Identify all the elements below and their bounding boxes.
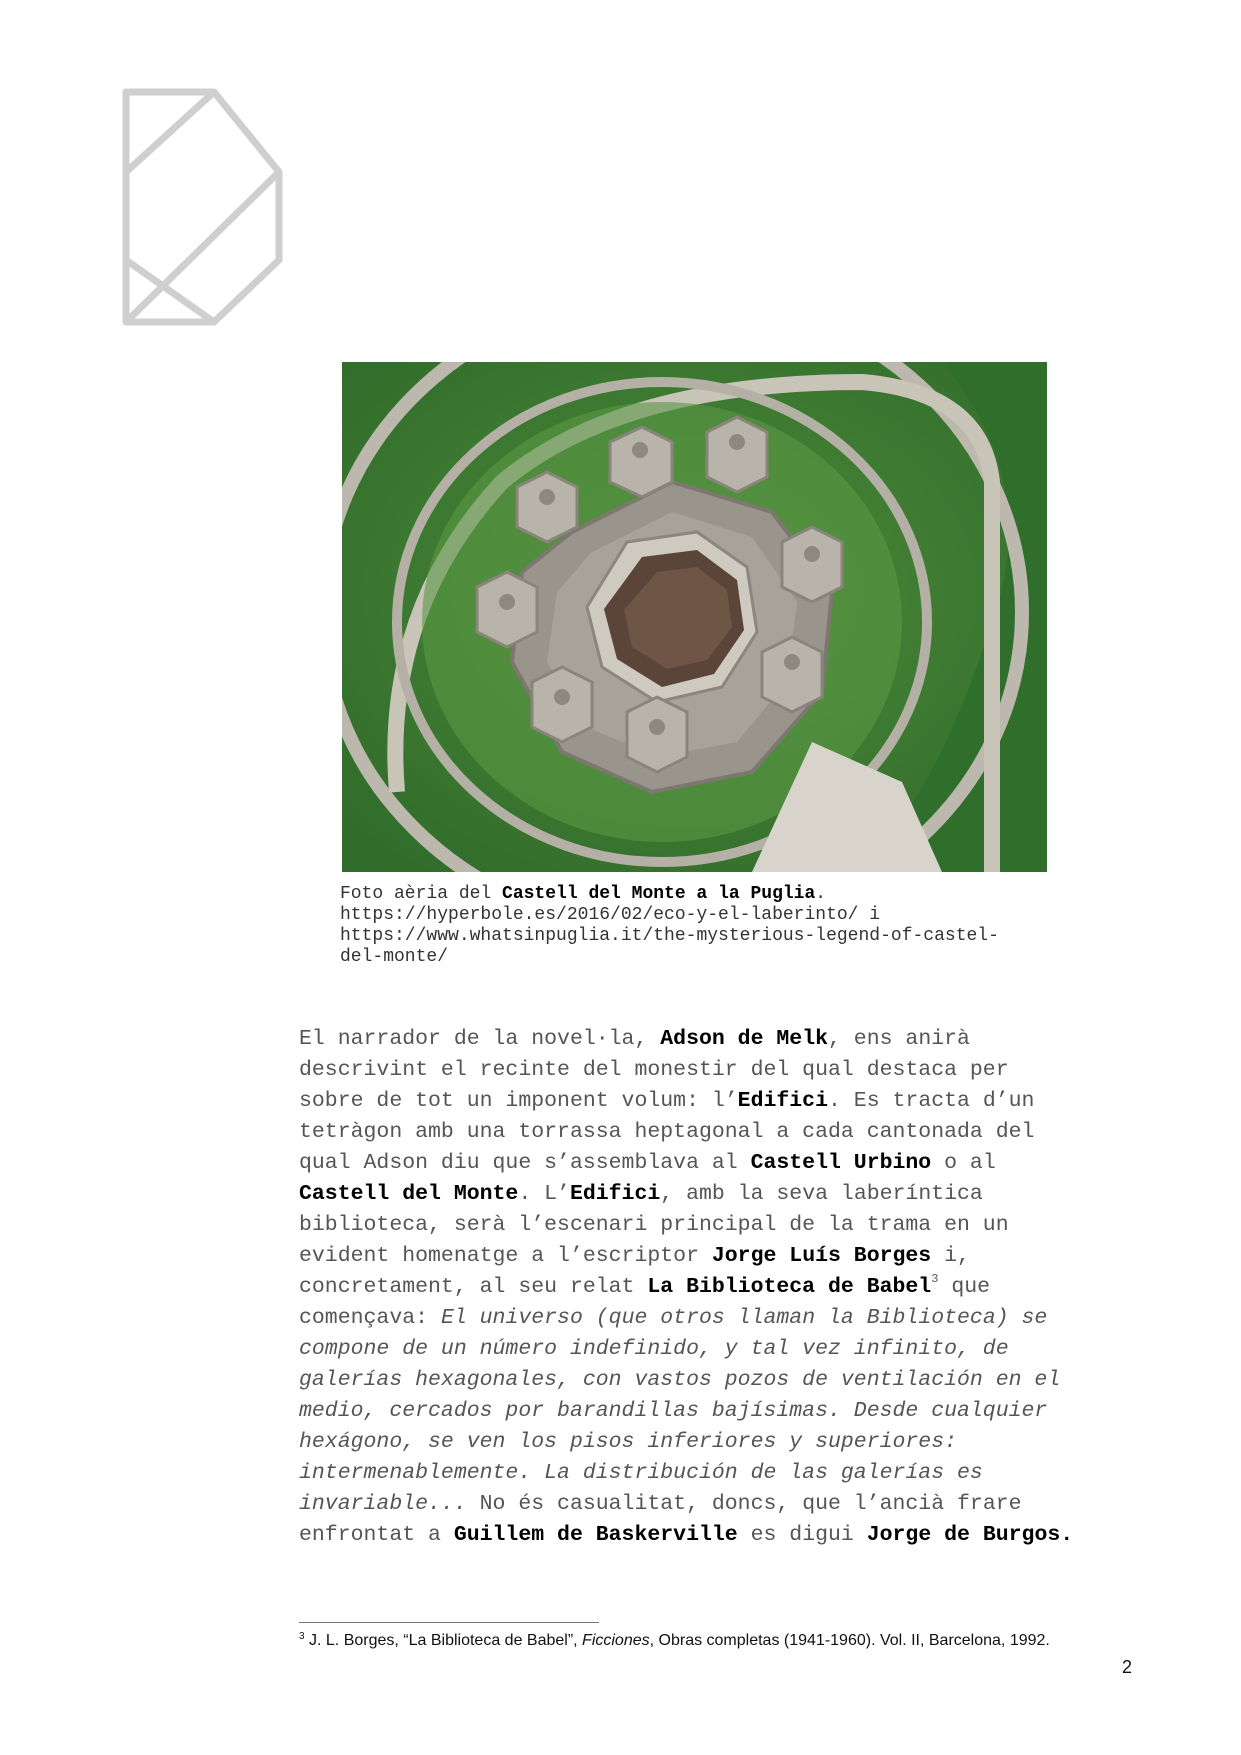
caption-url-2: https://www.whatsinpuglia.it/the-mysterious-legend-of-castel- [340, 926, 999, 946]
text-run: evident homenatge a l’escriptor [299, 1244, 712, 1268]
footnote-text: , Obras completas (1941-1960). Vol. II, Barcelona, 1992. [649, 1632, 1050, 1649]
caption-url-1: https://hyperbole.es/2016/02/eco-y-el-laberinto/ i [340, 905, 881, 925]
text-run: , amb la seva laberíntica [660, 1182, 983, 1206]
text-run: començava: [299, 1306, 441, 1330]
text-line [299, 1024, 1149, 1055]
text-line [299, 1396, 1149, 1427]
text-line [299, 1458, 1149, 1489]
caption-text: . [815, 884, 827, 904]
footnote-separator [299, 1622, 599, 1623]
bold-name: Jorge Luís Borges [711, 1244, 932, 1268]
text-run: enfrontat a [299, 1523, 454, 1547]
text-line [299, 1272, 1149, 1303]
text-line [299, 1241, 1149, 1272]
text-line [299, 1086, 1149, 1117]
photo-caption [340, 884, 1080, 968]
italic-quote: intermenablemente. La distribución de las galerías es [299, 1461, 983, 1485]
caption-url-2-cont: del-monte/ [340, 947, 449, 967]
text-run: concretament, al seu relat [299, 1275, 648, 1299]
bold-name: Adson de Melk [660, 1027, 828, 1051]
bold-name: Castell del Monte [299, 1182, 519, 1206]
caption-line [340, 884, 1080, 905]
text-line [299, 1334, 1149, 1365]
body-paragraph [299, 1024, 1149, 1551]
bold-name: Edifici [569, 1182, 661, 1206]
text-run: No és casualitat, doncs, que l’ancià frare [466, 1492, 1022, 1516]
bold-name: Edifici [737, 1089, 828, 1113]
text-line [299, 1520, 1149, 1551]
text-run: sobre de tot un imponent volum: l’ [299, 1089, 738, 1113]
text-run: . L’ [518, 1182, 570, 1206]
text-run: i, [931, 1244, 970, 1268]
text-line [299, 1427, 1149, 1458]
text-line [299, 1365, 1149, 1396]
text-run: es digui [737, 1523, 867, 1547]
italic-quote: hexágono, se ven los pisos inferiores y superiores: [299, 1430, 958, 1454]
caption-text: Foto aèria del [340, 884, 503, 904]
text-line: descrivint el recinte del monestir del qual destaca per [299, 1058, 1009, 1082]
castle-aerial-photo [342, 362, 1047, 872]
text-line [299, 1179, 1149, 1210]
footnote-book-title: Ficciones [582, 1632, 650, 1649]
bold-name: Guillem de Baskerville [453, 1523, 738, 1547]
page-number: 2 [1122, 1657, 1133, 1677]
text-run: o al [931, 1151, 996, 1175]
bold-name: Castell Urbino [750, 1151, 932, 1175]
text-run: qual Adson diu que s’assemblava al [299, 1151, 751, 1175]
bold-name: La Biblioteca de Babel [647, 1275, 932, 1299]
publisher-logo [122, 88, 312, 366]
text-run: El narrador de la novel·la, [299, 1027, 661, 1051]
text-line: tetràgon amb una torrassa heptagonal a cada cantonada del [299, 1120, 1035, 1144]
italic-quote: invariable... [299, 1492, 467, 1516]
text-line [299, 1303, 1149, 1334]
italic-quote: compone de un número indefinido, y tal vez infinito, de [299, 1337, 1009, 1361]
italic-quote: El universo (que otros llaman la Biblioteca) se [440, 1306, 1048, 1330]
text-run: , ens anirà [828, 1027, 970, 1051]
italic-quote: medio, cercados por barandillas bajísimas. Desde cualquier [299, 1399, 1048, 1423]
italic-quote: galerías hexagonales, con vastos pozos de ventilación en el [299, 1368, 1061, 1392]
footnote-mark: 3 [299, 1631, 305, 1642]
text-run: . Es tracta d’un [828, 1089, 1035, 1113]
footnote-ref[interactable]: 3 [931, 1272, 939, 1286]
text-run: que [938, 1275, 991, 1299]
text-line [299, 1148, 1149, 1179]
text-line [299, 1489, 1149, 1520]
text-run: . [1060, 1523, 1074, 1547]
bold-name: Jorge de Burgos [866, 1523, 1061, 1547]
footnote [299, 1631, 1149, 1651]
text-line: biblioteca, serà l’escenari principal de la trama en un [299, 1213, 1009, 1237]
caption-bold-title: Castell del Monte a la Puglia [502, 884, 816, 904]
footnote-text: J. L. Borges, “La Biblioteca de Babel”, [304, 1632, 583, 1649]
